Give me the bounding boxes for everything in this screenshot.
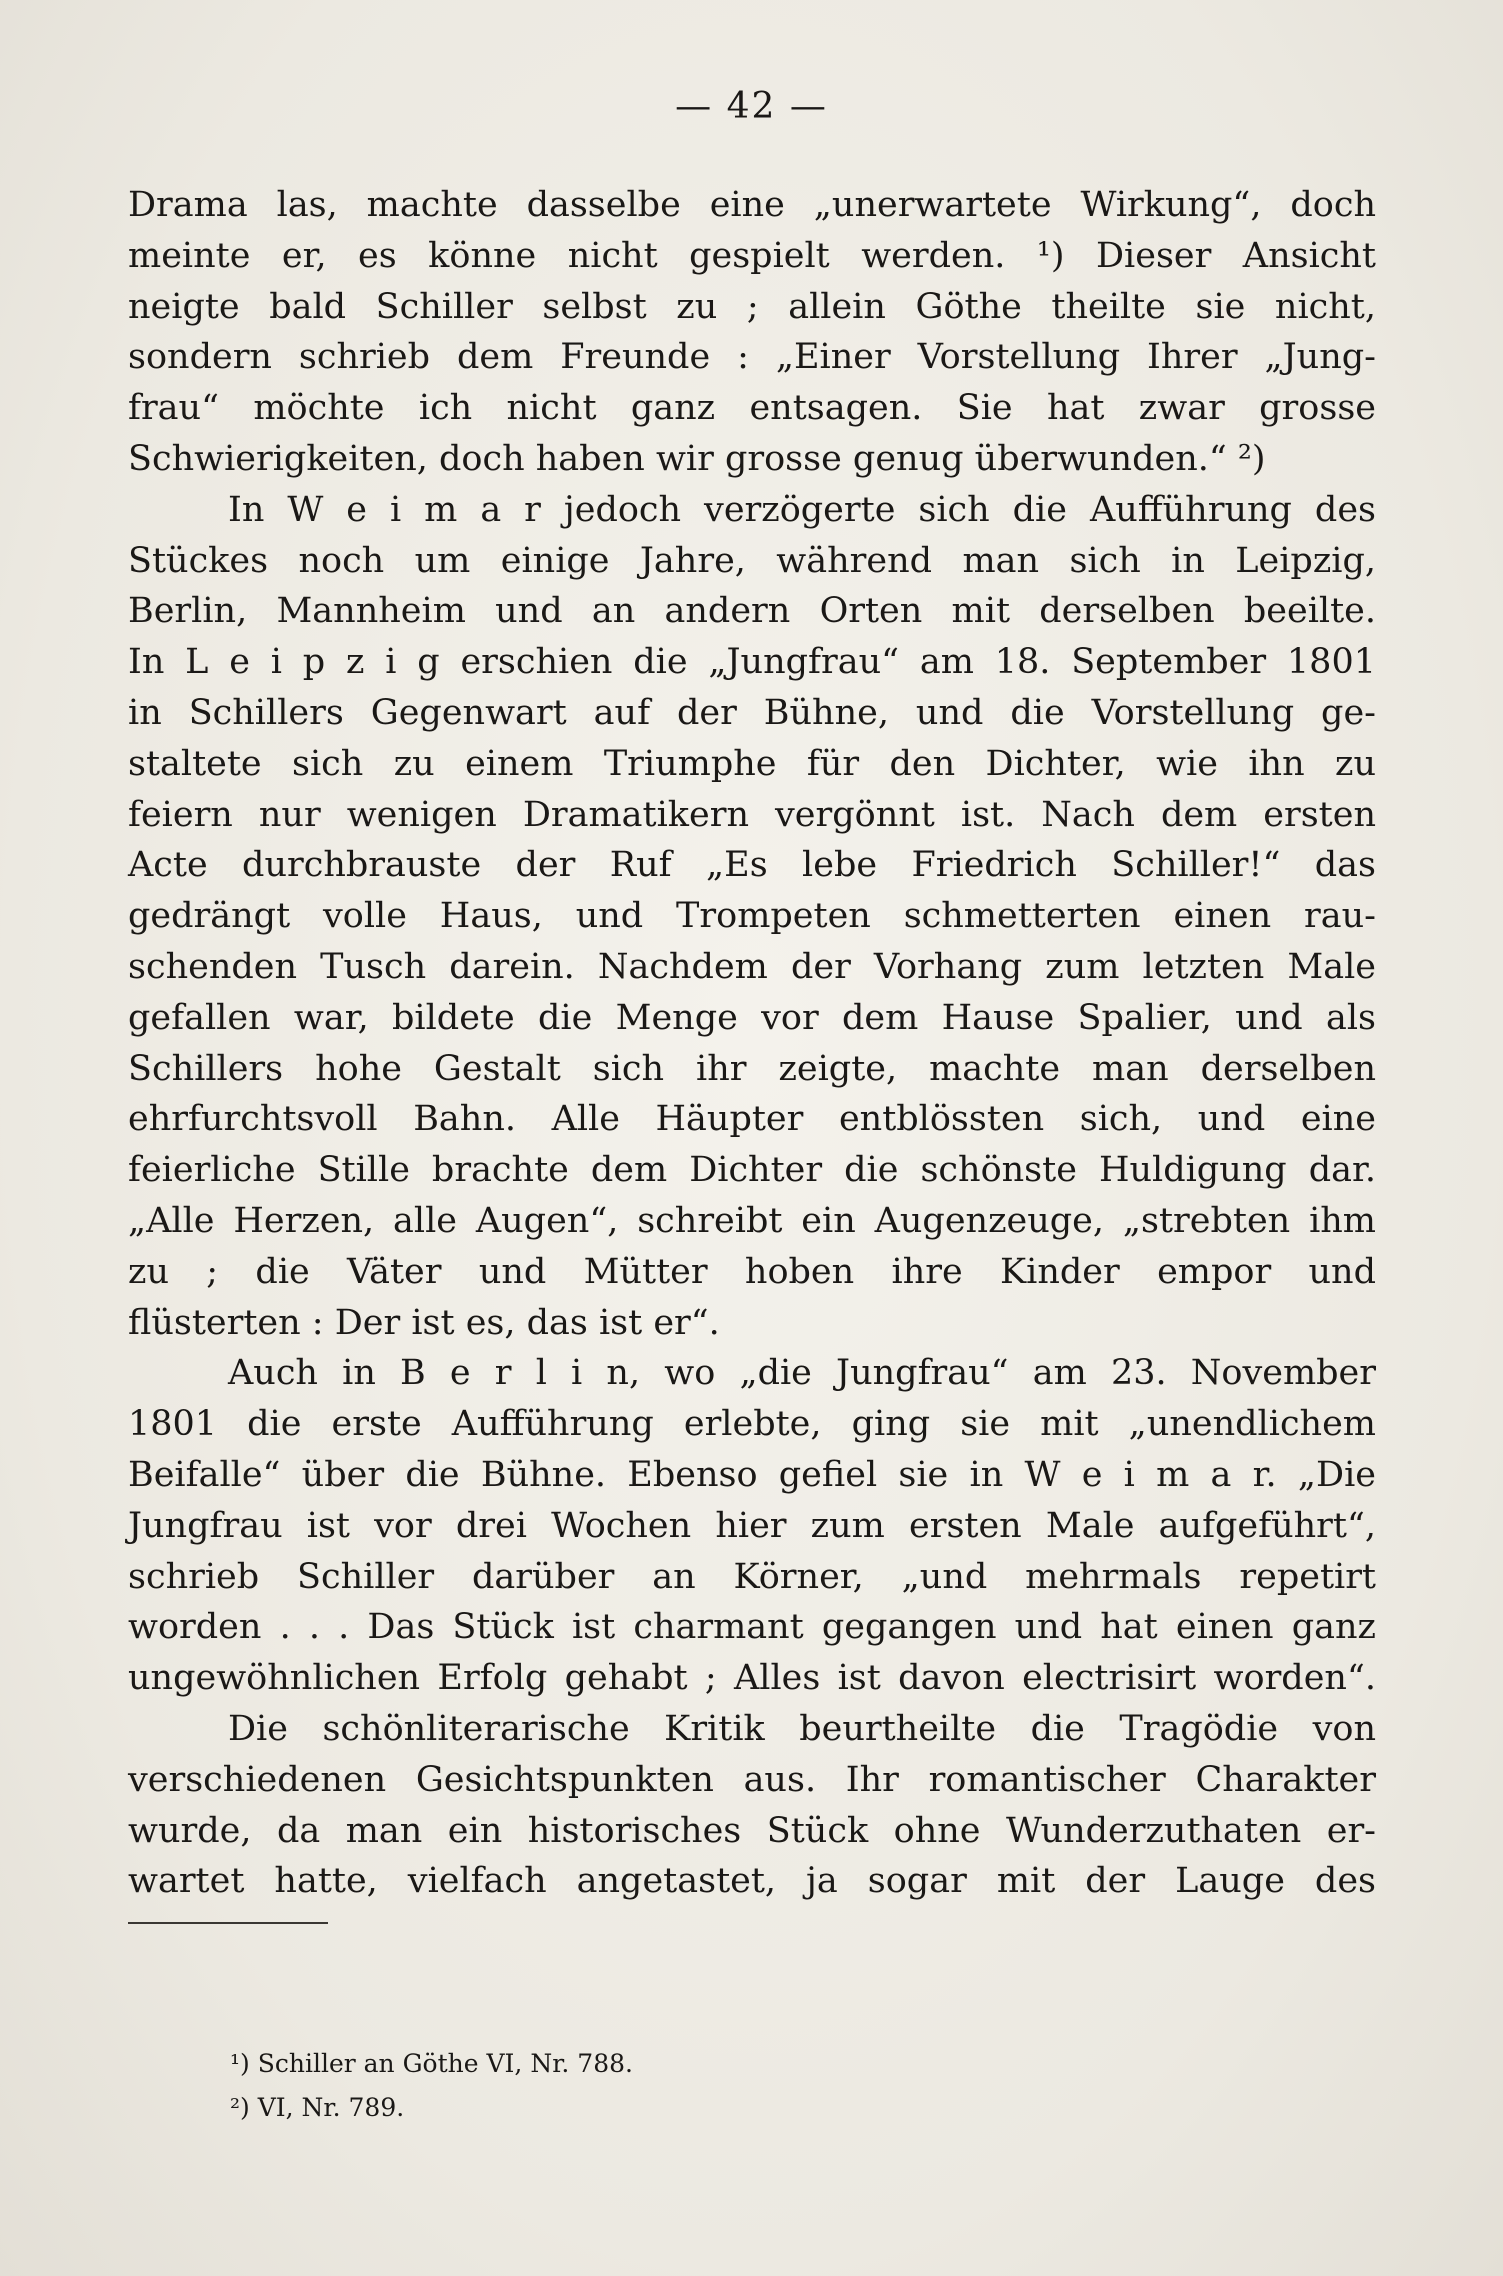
text-line: ungewöhnlichen Erfolg gehabt ; Alles ist davon electrisirt worden“. [128,1658,1376,1699]
text-line: Schillers hohe Gestalt sich ihr zeigte, machte man derselben [128,1048,1376,1089]
text-line: Acte durchbrauste der Ruf „Es lebe Friedrich Schiller!“ das [128,845,1376,886]
body-text [128,180,1376,1907]
text-line: flüsterten : Der ist es, das ist er“. [128,1302,720,1343]
text-line: Schwierigkeiten, doch haben wir grosse genug überwunden.“ ²) [128,438,1266,479]
text-line: Stückes noch um einige Jahre, während man sich in Leipzig, [128,540,1376,581]
text-line: neigte bald Schiller selbst zu ; allein Göthe theilte sie nicht, [128,286,1376,327]
text-line: feiern nur wenigen Dramatikern vergönnt ist. Nach dem ersten [128,794,1376,835]
text-line: schrieb Schiller darüber an Körner, „und mehrmals repetirt [128,1556,1376,1597]
text-line: Jungfrau ist vor drei Wochen hier zum ersten Male aufgeführt“, [128,1505,1376,1546]
text-line: Auch in B e r l i n, wo „die Jungfrau“ am 23. November [228,1353,1376,1394]
text-line: Die schönliterarische Kritik beurtheilte die Tragödie von [228,1708,1376,1749]
footnote-divider [128,1922,328,1924]
text-line: ehrfurchtsvoll Bahn. Alle Häupter entblössten sich, und eine [128,1099,1376,1140]
text-line: In L e i p z i g erschien die „Jungfrau“ am 18. September 1801 [128,642,1376,683]
text-line: wurde, da man ein historisches Stück ohne Wunderzuthaten er- [128,1810,1376,1851]
text-line: feierliche Stille brachte dem Dichter die schönste Huldigung dar. [128,1150,1376,1191]
footnote: ²) VI, Nr. 789. [230,2093,405,2122]
text-line: meinte er, es könne nicht gespielt werden. ¹) Dieser Ansicht [128,235,1376,276]
footnotes [230,2042,633,2130]
text-line: verschiedenen Gesichtspunkten aus. Ihr romantischer Charakter [128,1759,1376,1800]
text-line: sondern schrieb dem Freunde : „Einer Vorstellung Ihrer „Jung- [128,337,1376,378]
text-line: zu ; die Väter und Mütter hoben ihre Kinder empor und [128,1251,1376,1292]
text-line: Beifalle“ über die Bühne. Ebenso gefiel sie in W e i m a r. „Die [128,1454,1376,1495]
page-number: — 42 — [675,86,828,127]
text-line: worden . . . Das Stück ist charmant gegangen und hat einen ganz [128,1607,1376,1648]
text-line: gefallen war, bildete die Menge vor dem Hause Spalier, und als [128,997,1376,1038]
text-line: Berlin, Mannheim und an andern Orten mit derselben beeilte. [128,591,1376,632]
text-line: wartet hatte, vielfach angetastet, ja sogar mit der Lauge des [128,1861,1376,1902]
text-line: schenden Tusch darein. Nachdem der Vorhang zum letzten Male [128,946,1376,987]
text-line: „Alle Herzen, alle Augen“, schreibt ein Augenzeuge, „strebten ihm [128,1200,1376,1241]
footnote: ¹) Schiller an Göthe VI, Nr. 788. [230,2049,633,2078]
text-line: staltete sich zu einem Triumphe für den Dichter, wie ihn zu [128,743,1376,784]
text-line: 1801 die erste Aufführung erlebte, ging sie mit „unendlichem [128,1404,1376,1445]
text-line: gedrängt volle Haus, und Trompeten schmetterten einen rau- [128,896,1376,937]
text-line: frau“ möchte ich nicht ganz entsagen. Sie hat zwar grosse [128,388,1376,429]
text-line: in Schillers Gegenwart auf der Bühne, und die Vorstellung ge- [128,692,1376,733]
text-line: In W e i m a r jedoch verzögerte sich die Aufführung des [228,489,1376,530]
text-line: Drama las, machte dasselbe eine „unerwartete Wirkung“, doch [128,185,1376,225]
